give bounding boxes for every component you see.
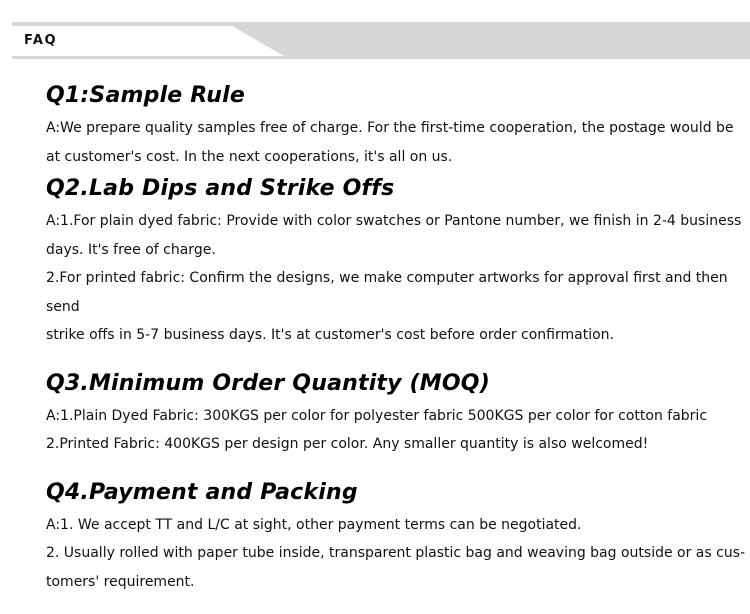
faq-section-q4 bbox=[46, 475, 746, 597]
answer-line: strike offs in 5-7 business days. It's at customer's cost before order confirmation. bbox=[46, 327, 614, 343]
section-spacer bbox=[46, 459, 726, 475]
answer-line: tomers' requirement. bbox=[46, 573, 195, 590]
answer-line: A:1.Plain Dyed Fabric: 300KGS per color for polyester fabric 500KGS per color for cotton fabric bbox=[46, 407, 708, 424]
answer-line: 2.For printed fabric: Confirm the designs, we make computer artworks for approval first and then bbox=[46, 270, 728, 286]
faq-section-q2 bbox=[46, 171, 742, 350]
faq-header-bar bbox=[12, 22, 750, 59]
question-title: Q1:Sample Rule bbox=[46, 83, 245, 108]
answer-line: 2. Usually rolled with paper tube inside, transparent plastic bag and weaving bag outside or as cus- bbox=[46, 545, 746, 561]
answer-line: A:1.For plain dyed fabric: Provide with color swatches or Pantone number, we finish in 2-4 business bbox=[46, 213, 742, 229]
section-spacer bbox=[46, 350, 726, 366]
question-title: Q2.Lab Dips and Strike Offs bbox=[46, 176, 395, 201]
answer-line: A:1. We accept TT and L/C at sight, other payment terms can be negotiated. bbox=[46, 516, 582, 533]
faq-section-q3 bbox=[46, 366, 726, 459]
question-title: Q3.Minimum Order Quantity (MOQ) bbox=[46, 370, 490, 396]
answer-line: at customer's cost. In the next cooperations, it's all on us. bbox=[46, 148, 453, 165]
faq-section-q1 bbox=[46, 78, 734, 171]
faq-label: FAQ bbox=[24, 33, 58, 48]
question-title: Q4.Payment and Packing bbox=[46, 479, 358, 505]
answer-line: A:We prepare quality samples free of charge. For the first-time cooperation, the postage would be bbox=[46, 120, 734, 136]
faq-content bbox=[46, 78, 746, 596]
answer-line: 2.Printed Fabric: 400KGS per design per color. Any smaller quantity is also welcomed! bbox=[46, 436, 649, 452]
answer-line: days. It's free of charge. bbox=[46, 241, 216, 258]
answer-line: send bbox=[46, 298, 80, 315]
